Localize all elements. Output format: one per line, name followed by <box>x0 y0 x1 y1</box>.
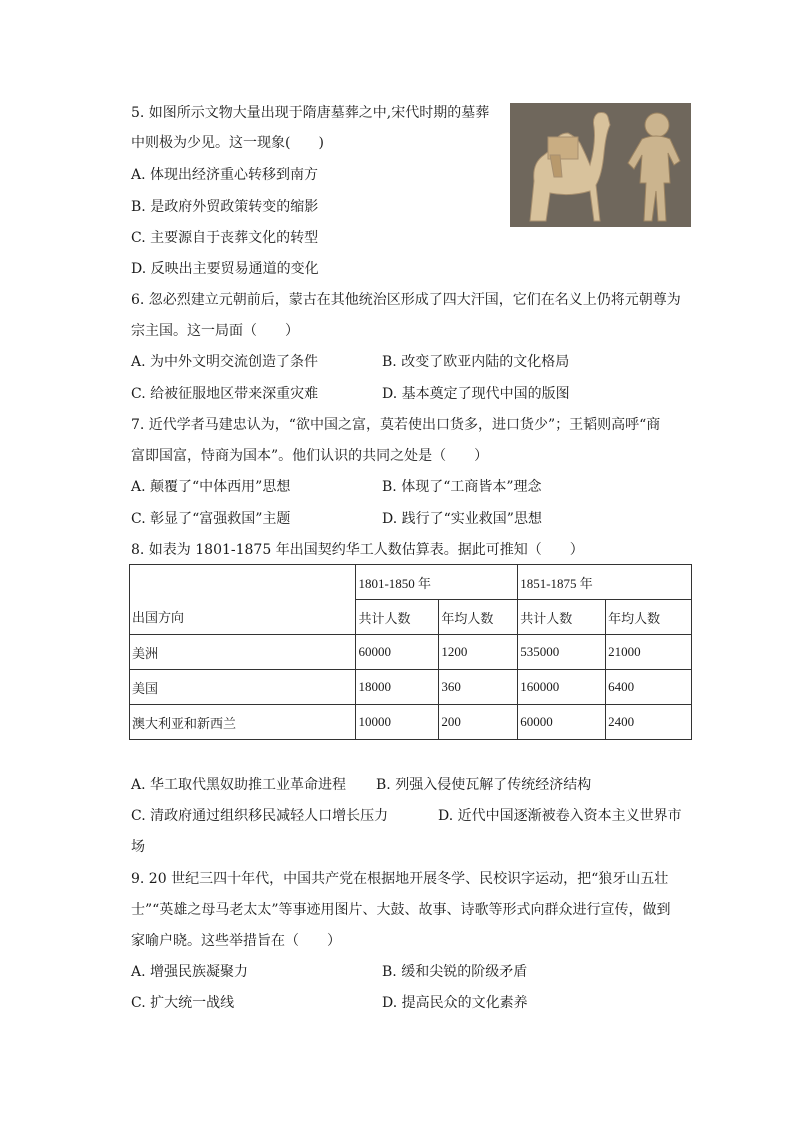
q7-option-d: D. 践行了“实业救国”思想 <box>382 511 542 527</box>
row-direction: 美洲 <box>130 635 356 670</box>
q8-option-a: A. 华工取代黑奴助推工业革命进程 <box>131 777 347 793</box>
q7-option-b: B. 体现了“工商皆本”理念 <box>382 479 542 495</box>
camel-and-figure-illustration <box>510 103 691 227</box>
q8-option-d: D. 近代中国逐渐被卷入资本主义世界市 <box>438 808 682 824</box>
row-total-2: 535000 <box>518 635 606 670</box>
header-total-2: 共计人数 <box>518 600 606 635</box>
header-annual-2: 年均人数 <box>606 600 692 635</box>
row-total-2: 60000 <box>518 705 606 740</box>
q5-option-c: C. 主要源自于丧葬文化的转型 <box>131 230 319 246</box>
row-direction: 澳大利亚和新西兰 <box>130 705 356 740</box>
q9-stem-line3: 家喻户晓。这些举措旨在（ ） <box>131 933 341 949</box>
artifact-photo <box>510 103 691 227</box>
q9-option-b: B. 缓和尖锐的阶级矛盾 <box>382 964 528 980</box>
q6-stem-line1: 6. 忽必烈建立元朝前后，蒙古在其他统治区形成了四大汗国，它们在名义上仍将元朝尊为 <box>131 292 681 308</box>
row-total-1: 60000 <box>356 635 439 670</box>
row-annual-2: 2400 <box>606 705 692 740</box>
q7-option-c: C. 彰显了“富强救国”主题 <box>131 511 291 527</box>
table-row <box>130 635 692 670</box>
q8-option-c: C. 清政府通过组织移民减轻人口增长压力 <box>131 808 389 824</box>
row-total-1: 10000 <box>356 705 439 740</box>
q6-stem-line2: 宗主国。这一局面（ ） <box>131 323 299 339</box>
q9-stem-line1: 9. 20 世纪三四十年代，中国共产党在根据地开展冬学、民校识字运动，把“狼牙山五壮 <box>131 871 669 887</box>
row-annual-2: 21000 <box>606 635 692 670</box>
q6-option-a: A. 为中外文明交流创造了条件 <box>131 354 319 370</box>
q7-stem-line2: 富即国富，恃商为国本”。他们认识的共同之处是（ ） <box>131 448 489 464</box>
q8-option-b: B. 列强入侵使瓦解了传统经济结构 <box>376 777 592 793</box>
row-total-2: 160000 <box>518 670 606 705</box>
q5-option-b: B. 是政府外贸政策转变的缩影 <box>131 199 319 215</box>
q9-option-a: A. 增强民族凝聚力 <box>131 964 249 980</box>
q8-option-d-continued: 场 <box>131 839 145 855</box>
row-annual-1: 200 <box>439 705 518 740</box>
q8-stem-line1: 8. 如表为 1801-1875 年出国契约华工人数估算表。据此可推知（ ） <box>131 542 584 558</box>
header-period-1851-1875: 1851-1875 年 <box>518 565 692 600</box>
row-annual-1: 1200 <box>439 635 518 670</box>
q5-option-a: A. 体现出经济重心转移到南方 <box>131 167 319 183</box>
row-annual-2: 6400 <box>606 670 692 705</box>
q6-option-c: C. 给被征服地区带来深重灾难 <box>131 386 319 402</box>
q7-stem-line1: 7. 近代学者马建忠认为，“欲中国之富，莫若使出口货多，进口货少”；王韬则高呼“商 <box>131 417 661 433</box>
q9-option-c: C. 扩大统一战线 <box>131 995 235 1011</box>
table-row <box>130 670 692 705</box>
table-row <box>130 705 692 740</box>
q9-stem-line2: 士”“英雄之母马老太太”等事迹用图片、大鼓、故事、诗歌等形式向群众进行宣传，做到 <box>131 902 671 918</box>
header-annual-1: 年均人数 <box>439 600 518 635</box>
q9-option-d: D. 提高民众的文化素养 <box>382 995 528 1011</box>
q6-option-b: B. 改变了欧亚内陆的文化格局 <box>382 354 570 370</box>
row-annual-1: 360 <box>439 670 518 705</box>
header-direction: 出国方向 <box>130 565 356 635</box>
q6-option-d: D. 基本奠定了现代中国的版图 <box>382 386 570 402</box>
row-total-1: 18000 <box>356 670 439 705</box>
q5-option-d: D. 反映出主要贸易通道的变化 <box>131 261 319 277</box>
header-total-1: 共计人数 <box>356 600 439 635</box>
row-direction: 美国 <box>130 670 356 705</box>
table-header-row-periods <box>130 565 692 600</box>
q7-option-a: A. 颠覆了“中体西用”思想 <box>131 479 291 495</box>
header-period-1801-1850: 1801-1850 年 <box>356 565 518 600</box>
laborer-estimate-table <box>129 564 692 740</box>
q5-stem-line1: 5. 如图所示文物大量出现于隋唐墓葬之中,宋代时期的墓葬 <box>131 105 490 121</box>
q5-stem-line2: 中则极为少见。这一现象( ) <box>131 135 324 151</box>
